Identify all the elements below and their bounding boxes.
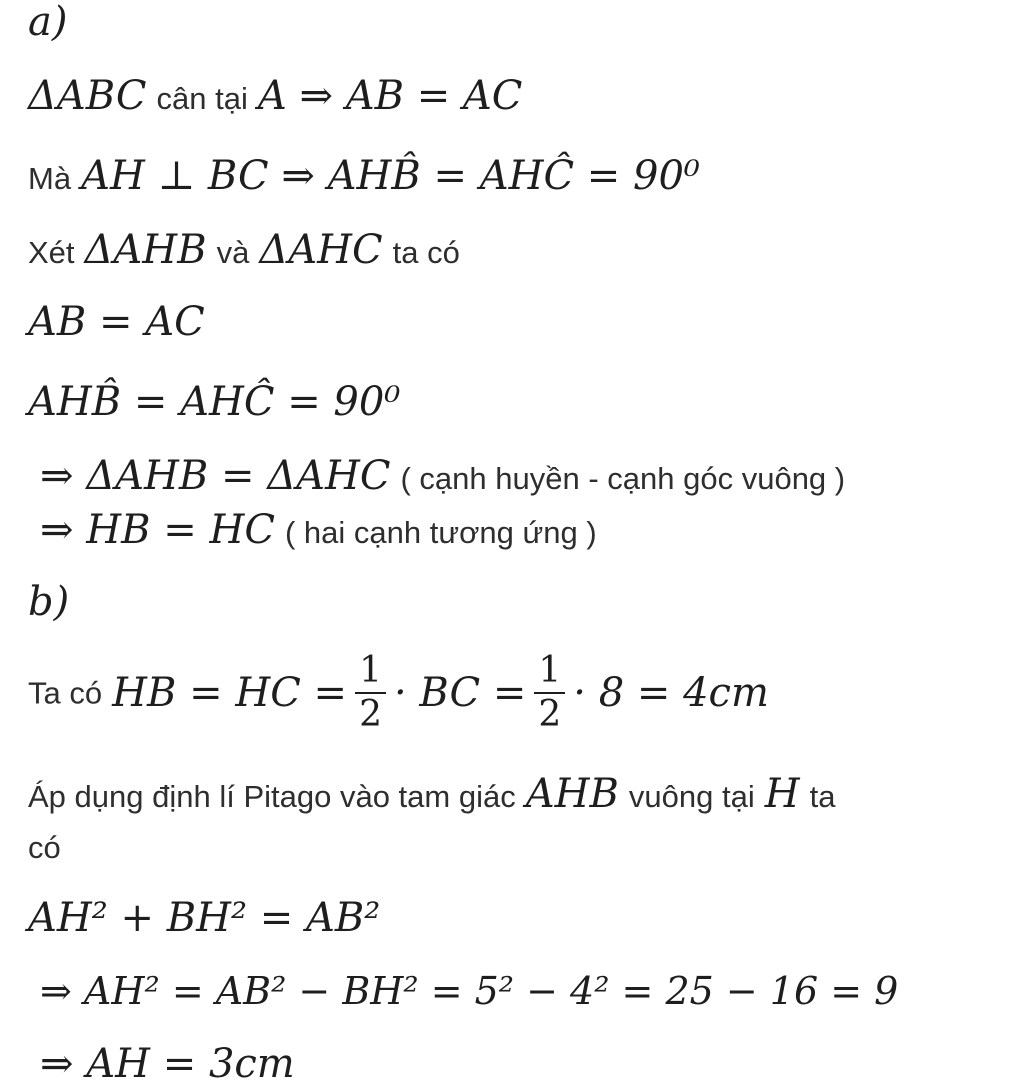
and-text: và [216,235,250,270]
have-text: có [28,830,61,865]
part-b-label [28,579,70,625]
right-at-text: vuông tại [628,779,755,814]
part-a-line-1 [28,73,523,119]
vertex-h-math: H [764,771,800,817]
but-text: Mà [28,161,72,196]
triangle-ahc-math: ΔAHC [259,227,383,273]
pythagoras-equation-math: AH² + BH² = AB² [28,895,381,941]
result-4cm-math: · 8 = 4cm [573,669,769,716]
part-a-line-3 [28,227,460,273]
part-b-line-5 [40,1041,295,1087]
triangle-ahb-math: ΔAHB [84,227,207,273]
triangle-abc-math: ΔABC [28,73,147,119]
we-have-text-b: Ta có [28,675,103,711]
part-a-label [28,0,68,45]
part-a-line-7 [40,507,597,553]
part-b-line-4 [40,969,899,1013]
part-a-line-6 [40,453,846,499]
congruence-reason-text: ( cạnh huyền - cạnh góc vuông ) [400,461,846,496]
right-angles-math: AHB̂ = AHĈ = 90⁰ [28,379,401,425]
part-a-line-2 [28,153,700,199]
consider-text: Xét [28,235,75,270]
hb-hc-math: HB = HC = [112,669,348,716]
part-b-label-text: b) [28,579,70,625]
fraction-denominator: 2 [538,693,562,735]
we-text: ta [809,779,836,814]
part-a-label-text: a) [28,0,68,45]
perpendicular-angles-math: AH ⊥ BC ⇒ AHB̂ = AHĈ = 90⁰ [81,153,700,199]
part-b-line-3 [28,895,381,941]
triangle-ahb-name-math: AHB [525,771,619,817]
ab-equals-ac-math: A ⇒ AB = AC [257,73,523,119]
fraction-numerator: 1 [359,650,382,691]
fraction-denominator: 2 [359,693,382,735]
hb-equals-hc-math: ⇒ HB = HC [40,507,275,553]
part-a-line-4 [28,299,205,345]
congruence-math: ⇒ ΔAHB = ΔAHC [40,453,391,499]
isosceles-text: cân tại [156,81,248,116]
ah-result-math: ⇒ AH = 3cm [40,1041,295,1087]
half-fraction-1 [355,652,386,734]
corresponding-sides-text: ( hai cạnh tương ứng ) [284,515,597,550]
fraction-numerator: 1 [538,650,562,691]
times-bc-math: · BC = [393,669,527,716]
ah-squared-math: ⇒ AH² = AB² − BH² = 5² − 4² = 25 − 16 = 9 [40,969,899,1013]
part-b-line-1 [28,652,769,734]
we-have-text: ta có [392,235,460,270]
part-b-line-2 [28,771,836,817]
ab-ac-equality-math: AB = AC [28,299,205,345]
pythagoras-text: Áp dụng định lí Pitago vào tam giác [28,779,516,814]
part-a-line-5 [28,379,401,425]
part-b-line-2b [28,832,61,863]
half-fraction-2 [534,652,565,734]
